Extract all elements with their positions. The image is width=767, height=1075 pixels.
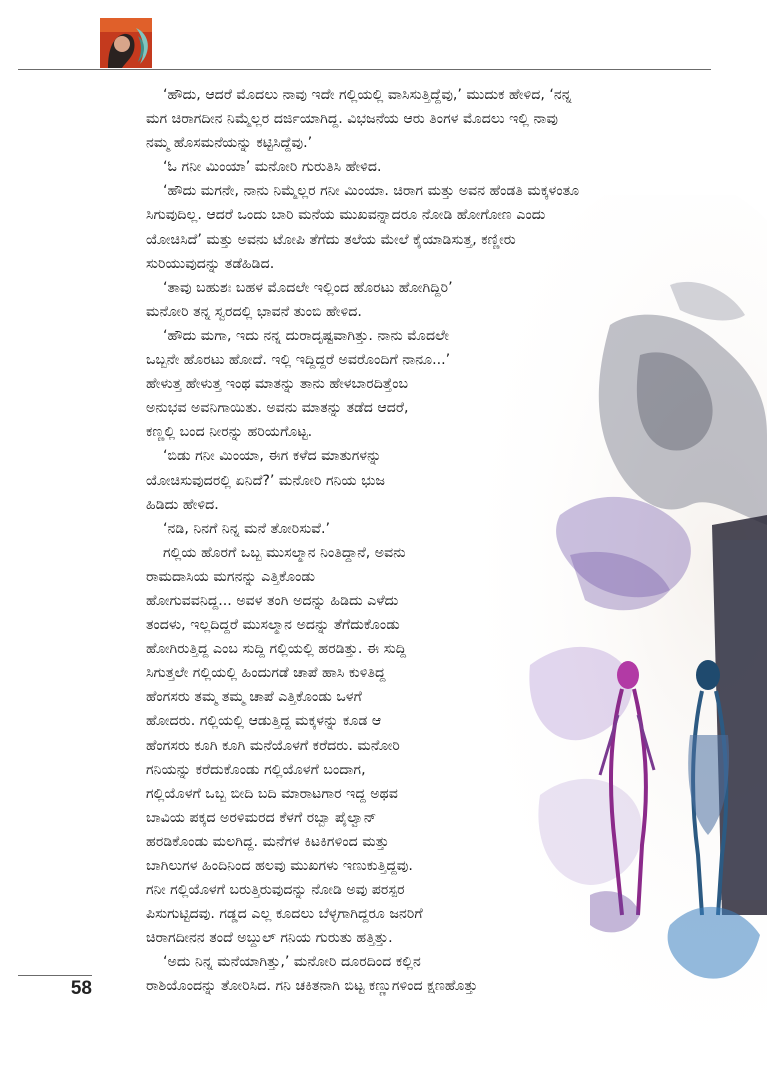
text-line: ಮನೋರಿ ತನ್ನ ಸ್ವರದಲ್ಲಿ ಭಾವನೆ ತುಂಬಿ ಹೇಳಿದ. [146, 303, 362, 320]
text-line: ಕಣ್ಣಲ್ಲಿ ಬಂದ ನೀರನ್ನು ಹರಿಯಗೊಟ್ಟ. [146, 424, 313, 441]
footer-rule [18, 975, 92, 976]
text-line: ‘ಅದು ನಿನ್ನ ಮನೆಯಾಗಿತ್ತು,’ ಮನೋರಿ ದೂರದಿಂದ ಕಲ್ಲಿನ [163, 954, 421, 971]
text-line: ಹೋದರು. ಗಲ್ಲಿಯಲ್ಲಿ ಆಡುತ್ತಿದ್ದ ಮಕ್ಕಳನ್ನು ಕೂಡ ಆ [146, 713, 382, 730]
text-line: ‘ತಾವು ಬಹುಶಃ ಬಹಳ ಮೊದಲೇ ಇಲ್ಲಿಂದ ಹೊರಟು ಹೋಗಿದ್ದಿರಿ’ [163, 279, 453, 296]
text-line: ಹರಡಿಕೊಂಡು ಮಲಗಿದ್ದ. ಮನೆಗಳ ಕಿಟಕಿಗಳಿಂದ ಮತ್ತು [146, 833, 390, 850]
text-line: ‘ಹೌದು ಮಗಾ, ಇದು ನನ್ನ ದುರಾದೃಷ್ಟವಾಗಿತ್ತು. ನಾನು ಮೊದಲೇ [163, 327, 449, 344]
text-line: ಹೆಂಗಸರು ತಮ್ಮ ತಮ್ಮ ಚಾಪೆ ಎತ್ತಿಕೊಂಡು ಒಳಗೆ [146, 689, 362, 706]
story-text [146, 83, 716, 999]
text-line: ರಾಮದಾಸಿಯ ಮಗನನ್ನು ಎತ್ತಿಕೊಂಡು [146, 568, 315, 585]
text-line: ಯೋಚಿಸುವುದರಲ್ಲಿ ಏನಿದೆ?’ ಮನೋರಿ ಗನಿಯ ಭುಜ [146, 472, 385, 489]
text-line: ಬಾವಿಯ ಪಕ್ಕದ ಅರಳಿಮರದ ಕೆಳಗೆ ರಬ್ಬಾ ಪೈಲ್ವಾನ್ [146, 809, 377, 826]
text-line: ಗಲ್ಲಿಯ ಹೊರಗೆ ಒಬ್ಬ ಮುಸಲ್ಮಾನ ನಿಂತಿದ್ದಾನೆ, ಅವನು [163, 544, 406, 561]
text-line: ಚಿರಾಗದೀನನ ತಂದೆ ಅಬ್ದುಲ್ ಗನಿಯ ಗುರುತು ಹತ್ತಿತ್ತು. [146, 930, 393, 947]
text-line: ಗನಿಯನ್ನು ಕರೆದುಕೊಂಡು ಗಲ್ಲಿಯೊಳಗೆ ಬಂದಾಗ, [146, 761, 366, 778]
header-rule [18, 69, 711, 70]
text-line: ಹೋಗುವವನಿದ್ದ... ಅವಳ ತಂಗಿ ಅದನ್ನು ಹಿಡಿದು ಎಳೆದು [146, 592, 399, 609]
text-line: ಹಿಡಿದು ಹೇಳಿದ. [146, 496, 219, 513]
text-line: ‘ಹೌದು ಮಗನೇ, ನಾನು ನಿಮ್ಮೆಲ್ಲರ ಗನೀ ಮಿಂಯಾ. ಚಿರಾಗ ಮತ್ತು ಅವನ ಹೆಂಡತಿ ಮಕ್ಕಳಂತೂ [163, 183, 580, 200]
text-line: ಒಬ್ಬನೇ ಹೊರಟು ಹೋದೆ. ಇಲ್ಲಿ ಇದ್ದಿದ್ದರೆ ಅವರೊಂದಿಗೆ ನಾನೂ...’ [146, 352, 451, 369]
text-line: ಮಗ ಚಿರಾಗದೀನ ನಿಮ್ಮೆಲ್ಲರ ದರ್ಜಿಯಾಗಿದ್ದ. ವಿಭಜನೆಯ ಆರು ತಿಂಗಳ ಮೊದಲು ಇಲ್ಲಿ ನಾವು [146, 111, 559, 128]
text-line: ಪಿಸುಗುಟ್ಟಿದವು. ಗಡ್ಡದ ಎಲ್ಲ ಕೂದಲು ಬೆಳ್ಳಗಾಗಿದ್ದರೂ ಜನರಿಗೆ [146, 906, 423, 923]
page-number: 58 [70, 978, 92, 999]
text-line: ತಂದಳು, ಇಲ್ಲದಿದ್ದರೆ ಮುಸಲ್ಮಾನ ಅದನ್ನು ತೆಗೆದುಕೊಂಡು [146, 617, 400, 634]
text-line: ಗಲ್ಲಿಯೊಳಗೆ ಒಬ್ಬ ಬೀದಿ ಬದಿ ಮಾರಾಟಗಾರ ಇದ್ದ ಅಥವ [146, 785, 398, 802]
text-line: ಸುರಿಯುವುದನ್ನು ತಡೆಹಿಡಿದ. [146, 255, 275, 272]
text-line: ಹೆಂಗಸರು ಕೂಗಿ ಕೂಗಿ ಮನೆಯೊಳಗೆ ಕರೆದರು. ಮನೋರಿ [146, 737, 400, 754]
text-line: ಅನುಭವ ಅವನಿಗಾಯಿತು. ಅವನು ಮಾತನ್ನು ತಡೆದ ಆದರೆ, [146, 400, 409, 417]
text-line: ‘ಬಿಡು ಗನೀ ಮಿಂಯಾ, ಈಗ ಕಳೆದ ಮಾತುಗಳನ್ನು [163, 448, 382, 465]
text-line: ಸಿಗುತ್ತಲೇ ಗಲ್ಲಿಯಲ್ಲಿ ಹಿಂದುಗಡೆ ಚಾಪೆ ಹಾಸಿ ಕುಳಿತಿದ್ದ [146, 665, 386, 682]
text-line: ಹೇಳುತ್ತ ಹೇಳುತ್ತ ಇಂಥ ಮಾತನ್ನು ತಾನು ಹೇಳಬಾರದಿತ್ತೆಂಬ [146, 376, 409, 393]
text-line: ‘ನಡಿ, ನಿನಗೆ ನಿನ್ನ ಮನೆ ತೋರಿಸುವೆ.’ [163, 520, 331, 537]
text-line: ನಮ್ಮ ಹೊಸಮನೆಯನ್ನು ಕಟ್ಟಿಸಿದ್ದೆವು.’ [146, 135, 313, 152]
text-line: ಯೋಚಿಸಿದೆ’ ಮತ್ತು ಅವನು ಟೋಪಿ ತೆಗೆದು ತಲೆಯ ಮೇಲೆ ಕೈಯಾಡಿಸುತ್ತ, ಕಣ್ಣೀರು [146, 231, 516, 248]
text-line: ಗನೀ ಗಲ್ಲಿಯೊಳಗೆ ಬರುತ್ತಿರುವುದನ್ನು ನೋಡಿ ಅವು ಪರಸ್ಪರ [146, 882, 405, 899]
text-line: ‘ಓ ಗನೀ ಮಿಂಯಾ’ ಮನೋರಿ ಗುರುತಿಸಿ ಹೇಳಿದ. [163, 159, 382, 176]
text-line: ‘ಹೌದು, ಆದರೆ ಮೊದಲು ನಾವು ಇದೇ ಗಲ್ಲಿಯಲ್ಲಿ ವಾಸಿಸುತ್ತಿದ್ದೆವು,’ ಮುದುಕ ಹೇಳಿದ, ‘ನನ್ನ [163, 87, 572, 103]
text-line: ರಾಶಿಯೊಂದನ್ನು ತೋರಿಸಿದ. ಗನಿ ಚಕಿತನಾಗಿ ಬಿಟ್ಟ ಕಣ್ಣುಗಳಿಂದ ಕ್ಷಣಹೊತ್ತು [146, 978, 478, 995]
text-line: ಸಿಗುವುದಿಲ್ಲ. ಆದರೆ ಒಂದು ಬಾರಿ ಮನೆಯ ಮುಖವನ್ನಾದರೂ ನೋಡಿ ಹೋಗೋಣ ಎಂದು [146, 207, 546, 224]
text-line: ಬಾಗಿಲುಗಳ ಹಿಂದಿನಿಂದ ಹಲವು ಮುಖಗಳು ಇಣುಕುತ್ತಿದ್ದವು. [146, 858, 413, 874]
text-line: ಹೋಗಿರುತ್ತಿದ್ದ ಎಂಬ ಸುದ್ದಿ ಗಲ್ಲಿಯಲ್ಲಿ ಹರಡಿತ್ತು. ಈ ಸುದ್ದಿ [146, 641, 407, 658]
magazine-logo [100, 18, 152, 68]
